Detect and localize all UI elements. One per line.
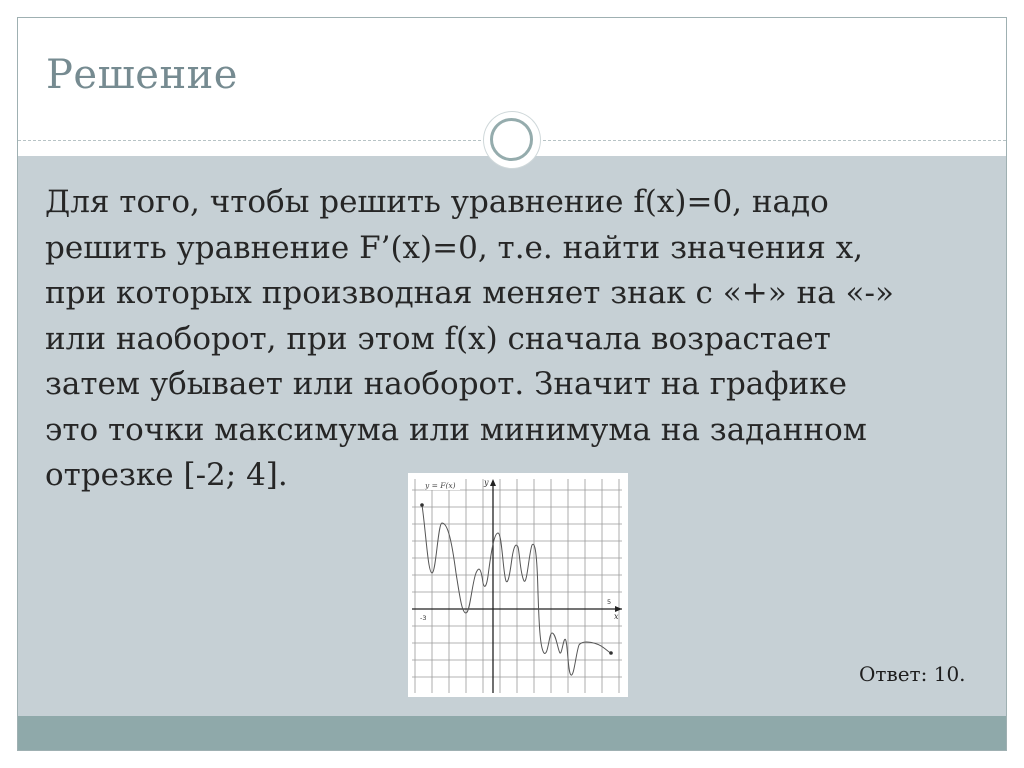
function-graph-figure — [408, 473, 628, 697]
slide-title: Решение — [46, 52, 238, 98]
bottom-band — [18, 716, 1006, 750]
graph-grid — [412, 479, 622, 693]
y-axis-arrow-icon — [490, 479, 496, 486]
body-line: затем убывает или наоборот. Значит на графике — [45, 366, 847, 402]
body-line: Для того, чтобы решить уравнение f(x)=0, надо — [45, 184, 829, 220]
function-label: y = F(x) — [425, 481, 456, 490]
curve-start-point — [420, 503, 424, 507]
function-graph — [408, 473, 628, 697]
tick-label-right: 5 — [607, 598, 612, 606]
body-line: решить уравнение F’(x)=0, т.е. найти значения x, — [45, 229, 864, 266]
body-line: отрезке [-2; 4]. — [45, 457, 288, 493]
x-axis-label: x — [614, 612, 619, 621]
function-curve — [422, 505, 611, 675]
body-text — [45, 180, 985, 499]
y-axis-label: y — [484, 478, 489, 487]
body-line: при которых производная меняет знак с «+» на «-» — [45, 275, 894, 311]
answer-text: Ответ: 10. — [859, 662, 966, 686]
body-line: это точки максимума или минимума на заданном — [45, 411, 867, 448]
tick-label-left: -3 — [420, 614, 427, 622]
curve-end-point — [609, 651, 613, 655]
divider-circle-icon — [484, 112, 540, 168]
body-line: или наоборот, при этом f(x) сначала возрастает — [45, 320, 831, 357]
